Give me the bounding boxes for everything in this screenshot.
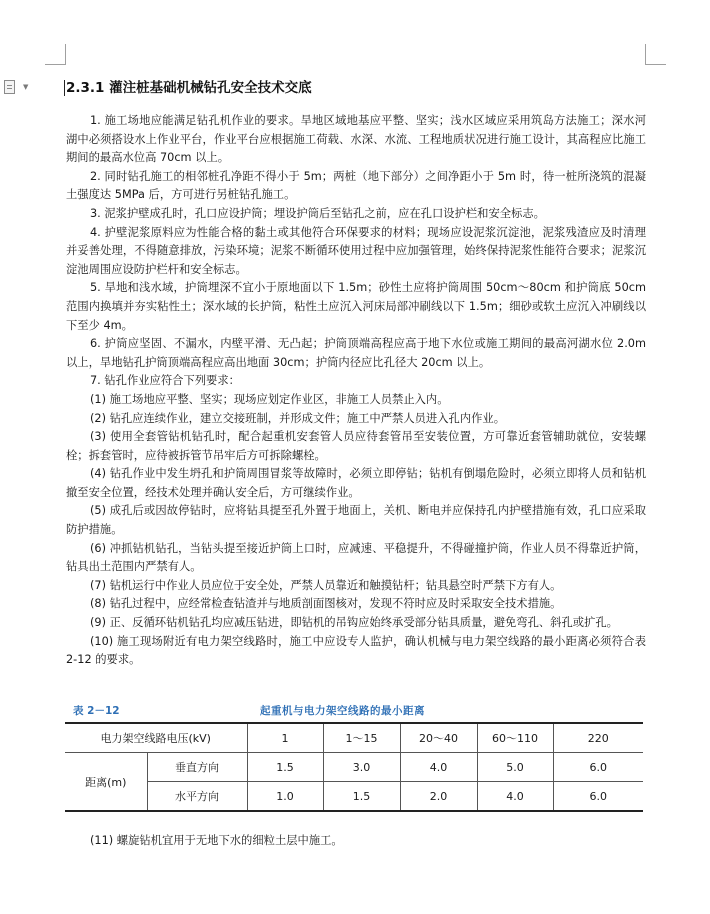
paragraph: 5. 旱地和浅水域，护筒埋深不宜小于原地面以下 1.5m；砂性土应将护筒周围 50cm～80cm 和护筒底 50cm 范围内换填并夯实粘性土；深水域的长护筒，粘性土应沉入河床局部冲刷线以下 1.5m；细砂或软土应沉入冲刷线以下至少 4m。 — [66, 281, 646, 332]
distance-value-cell: 1.5 — [323, 782, 400, 812]
distance-value-cell: 4.0 — [400, 753, 477, 782]
table-header-row — [65, 723, 643, 753]
paragraph: (1) 施工场地应平整、坚实；现场应划定作业区，非施工人员禁止入内。 — [90, 392, 449, 406]
distance-value-cell: 2.0 — [400, 782, 477, 812]
page-icon — [4, 80, 15, 94]
distance-value-cell: 3.0 — [323, 753, 400, 782]
voltage-cell: 1 — [247, 723, 323, 753]
paragraph-after-table: (11) 螺旋钻机宜用于无地下水的细粒土层中施工。 — [90, 834, 343, 847]
distance-value-cell: 6.0 — [553, 782, 643, 812]
voltage-cell: 20～40 — [400, 723, 477, 753]
document-outline-icon[interactable] — [4, 80, 30, 94]
table-number: 表 2－12 — [73, 705, 120, 717]
paragraph: (5) 成孔后或因故停钻时，应将钻具提至孔外置于地面上，关机、断电并应保持孔内护壁措施有效，孔口应采取防护措施。 — [66, 504, 646, 537]
paragraph: (7) 钻机运行中作业人员应位于安全处，严禁人员靠近和触摸钻杆；钻具悬空时严禁下方有人。 — [90, 578, 562, 592]
distance-value-cell: 6.0 — [553, 753, 643, 782]
table-row — [65, 753, 643, 782]
paragraph: (8) 钻孔过程中，应经常检查钻渣并与地质剖面图核对，发现不符时应及时采取安全技术措施。 — [90, 597, 562, 611]
paragraph: (9) 正、反循环钻机钻孔均应减压钻进，即钻机的吊钩应始终承受部分钻具质量，避免弯孔、斜孔或扩孔。 — [90, 616, 618, 630]
crop-mark-top-left — [45, 44, 66, 65]
paragraph: 6. 护筒应坚固、不漏水，内壁平滑、无凸起；护筒顶端高程应高于地下水位或施工期间的最高河湖水位 2.0m 以上，旱地钻孔护筒顶端高程应高出地面 30cm；护筒内径应比孔径大 20cm 以上。 — [66, 337, 646, 369]
distance-value-cell: 1.0 — [247, 782, 323, 812]
crop-mark-top-right — [645, 44, 666, 65]
paragraph: 3. 泥浆护壁成孔时，孔口应设护筒；埋设护筒后至钻孔之前，应在孔口设护栏和安全标志。 — [90, 206, 545, 220]
distance-header-cell: 距离(m) — [65, 753, 147, 812]
chevron-down-icon: ▼ — [23, 83, 29, 91]
paragraph: 4. 护壁泥浆原料应为性能合格的黏土或其他符合环保要求的材料；现场应设泥浆沉淀池，泥浆残渣应及时清理并妥善处理，不得随意排放，污染环境；泥浆不断循环使用过程中应加强管理，始终保持泥浆性能符合要求；泥浆沉淀池周围应设防护栏杆和安全标志。 — [66, 225, 646, 276]
voltage-cell: 60～110 — [477, 723, 553, 753]
paragraph: 2. 同时钻孔施工的相邻桩孔净距不得小于 5m；两桩（地下部分）之间净距小于 5m 时，待一桩所浇筑的混凝土强度达 5MPa 后，方可进行另桩钻孔施工。 — [66, 169, 646, 202]
direction-label-cell: 垂直方向 — [147, 753, 247, 782]
paragraph: 7. 钻孔作业应符合下列要求： — [90, 374, 240, 388]
table-title: 起重机与电力架空线路的最小距离 — [260, 705, 425, 717]
paragraph: (4) 钻孔作业中发生坍孔和护筒周围冒浆等故障时，必须立即停钻；钻机有倒塌危险时，必须立即将人员和钻机撤至安全位置，经技术处理并确认安全后，方可继续作业。 — [66, 467, 646, 499]
paragraph: (3) 使用全套管钻机钻孔时，配合起重机安套管人员应待套管吊至安装位置，方可靠近套管辅助就位，安装螺栓；拆套管时，应待被拆管节吊牢后方可拆除螺栓。 — [66, 430, 646, 462]
voltage-cell: 220 — [553, 723, 643, 753]
distance-table — [65, 722, 643, 812]
paragraph: (10) 施工现场附近有电力架空线路时，施工中应设专人监护，确认机械与电力架空线路的最小距离必须符合表 2-12 的要求。 — [66, 634, 646, 667]
voltage-header-cell: 电力架空线路电压(kV) — [65, 723, 247, 753]
distance-value-cell: 5.0 — [477, 753, 553, 782]
body-text — [66, 112, 646, 670]
direction-label-cell: 水平方向 — [147, 782, 247, 812]
table-row — [65, 782, 643, 812]
table-caption — [73, 703, 643, 719]
voltage-cell: 1～15 — [323, 723, 400, 753]
paragraph: (6) 冲抓钻机钻孔，当钻头提至接近护筒上口时，应减速、平稳提升，不得碰撞护筒，作业人员不得靠近护筒，钻具出土范围内严禁有人。 — [66, 541, 646, 574]
paragraph: (2) 钻孔应连续作业，建立交接班制，并形成文件；施工中严禁人员进入孔内作业。 — [90, 411, 505, 425]
section-heading: 2.3.1 灌注桩基础机械钻孔安全技术交底 — [66, 80, 312, 96]
paragraph: 1. 施工场地应能满足钻孔机作业的要求。旱地区域地基应平整、坚实；浅水区域应采用筑岛方法施工；深水河湖中必须搭设水上作业平台，作业平台应根据施工荷载、水深、水流、工程地质状况进行施工设计，其高程应比施工期间的最高水位高 70cm 以上。 — [66, 114, 646, 165]
distance-value-cell: 4.0 — [477, 782, 553, 812]
distance-value-cell: 1.5 — [247, 753, 323, 782]
